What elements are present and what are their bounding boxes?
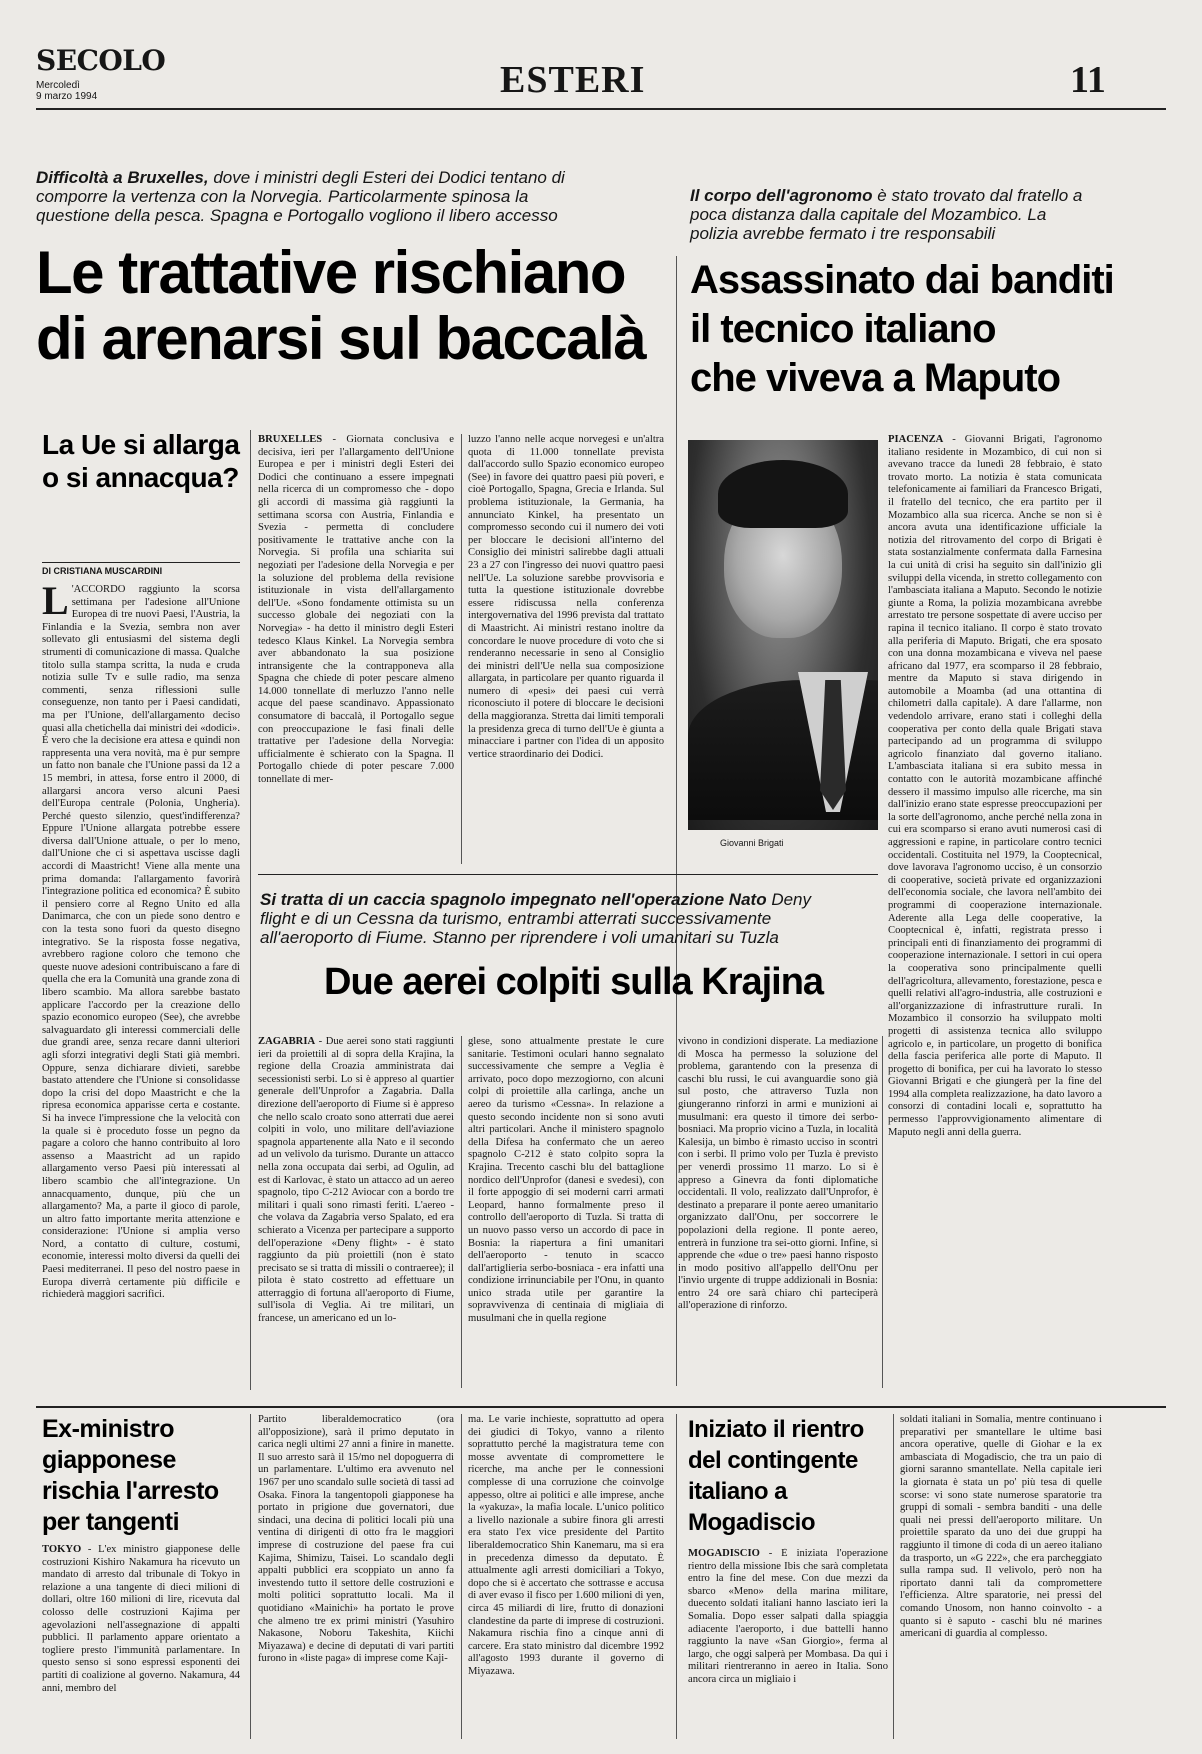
story4-dateline: TOKYO bbox=[42, 1544, 82, 1555]
story1-headline-line1: Le trattative rischiano bbox=[36, 239, 626, 306]
editorial-byline: DI CRISTIANA MUSCARDINI bbox=[42, 566, 163, 576]
story5-body-col2 bbox=[900, 1414, 1102, 1739]
editorial-dropcap: L bbox=[42, 584, 69, 623]
story2-kicker-bold: Il corpo dell'agronomo bbox=[690, 186, 873, 205]
story4-headline: Ex-ministro giapponese rischia l'arresto per tangenti bbox=[42, 1415, 219, 1536]
column-rule bbox=[893, 1414, 894, 1739]
column-rule bbox=[250, 1414, 251, 1739]
column-rule bbox=[461, 1414, 462, 1739]
story2-headline-line1: Assassinato dai banditi bbox=[690, 258, 1114, 302]
story5-text-col2: soldati italiani in Somalia, mentre continuano i preparativi per smantellare le ultime basi ancora operative, quelle di Giohar e la ex ambasciata di Mogadiscio, che tra un paio di giorni saranno smantellate. Nella capitale ieri la giornata è stata un po' più tesa di quelle scorse: vi sono state numerose sparatorie tra gruppi di somali - sembra banditi - una delle quali nei pressi dell'aeroporto militare. Un proiettile sparato da uno dei due gruppi ha raggiunto il timone di coda di un aereo italiano da trasporto, un «G 222», che era parcheggiato sulla rampa sud. Il velivolo, però non ha riportato danni tali da compromettere l'efficienza. Altre sparatorie, nei pressi del comando Unosom, non hanno coinvolto - a quanto si è saputo - caschi blu né marines americani di guardia al complesso. bbox=[900, 1414, 1102, 1640]
masthead-rule bbox=[36, 108, 1166, 110]
story3-text-col2: glese, sono attualmente prestate le cure sanitarie. Testimoni oculari hanno segnalato successivamente che sempre a Veglia è arrivato, poco dopo mezzogiorno, con alcuni colpi di proiettile alla carlinga, anche un aereo da turismo «Cessna». In relazione a questo secondo incidente non si sono avuti altri particolari. Anche il ministero spagnolo della Difesa ha confermato che un aereo spagnolo C-212 è stato colpito sopra la Krajina. Trecento caschi blu del battaglione nordico dell'Unprofor (danesi e svedesi), con il forte appoggio di sei moderni carri armati Leopard, hanno formalmente preso il controllo dell'aeroporto di Tuzla. Si tratta di un nuovo passo verso un accordo di pace in Bosnia: la riapertura a fini umanitari dell'aeroporto - tenuto in scacco dall'artiglieria serbo-bosniaca - era infatti una condizione irrinunciabile per l'Onu, in quanto unico strada utile per garantire la sopravvivenza di centinaia di migliaia di musulmani che in quella regione bbox=[468, 1036, 664, 1325]
story1-dateline: BRUXELLES bbox=[258, 434, 323, 445]
story1-body-col2 bbox=[468, 434, 664, 864]
editorial-text: 'ACCORDO raggiunto la scorsa settimana per l'adesione all'Unione Europea di tre nuovi Paesi, l'Austria, la Finlandia e la Svezia, sembra non aver sollevato gli entusiasmi del sistema degli strumenti di comunicazione di massa. Qualche titolo sulla stampa scritta, la nuda e cruda notizia sulle Tv e sulle radio, ma senza commenti, senza riflessioni sulle conseguenze, non tanto per i Paesi candidati, ma per l'Unione, dell'allargamento deciso quasi alla chetichella dai ministri dei «dodici». È vero che la decisione era attesa e quindi non rappresenta una vera novità, ma è pur sempre un fatto non banale che l'Unione passi da 12 a 15 membri, in attesa, forse entro il 2000, di allargarsi ancora verso alcuni Paesi dell'Europa centrale (Polonia, Ungheria). Perché questo silenzio, quest'indifferenza? Eppure l'Unione allargata potrebbe essere diversa dall'Unione attuale, o per lo meno, dall'Unione che ci si aspettava uscisse dagli accordi di Maastricht! Viene alla mente una prima domanda: l'allargamento favorirà l'integrazione politica ed economica? È subito il pensiero corre al Regno Unito ed alla Danimarca, che con un piede sono dentro e con la testa sono fuori da questo disegno integrativo. Se la risposta fosse negativa, avrebbero ragione coloro che temono che queste nuove adesioni contribuiscano a fare di quella che era la Comunità una grande zona di libero scambio. Ma allora sarebbe bastato applicare l'accordo per la creazione dello spazio economico europeo (See), che avrebbe salvaguardato gli interessi commerciali delle due grandi aree, senza recare danni ulteriori agli sforzi integrativi degli Stati già membri. Oppure, senza dichiarare divieti, sarebbe bastato attendere che l'Unione si consolidasse dopo la crisi del dopo Maastricht e che la ripresa economica apparisse certa e costante. Si ha invece l'impressione che la velocità con la quale si è proceduto fosse un pegno da pagare a coloro che hanno contribuito al loro assenso a Maastricht ad un rapido allargamento verso Paesi più interessati al libero scambio che all'integrazione. Un annacquamento, dunque, più che un allargamento? Ma, a parte il gioco di parole, un altro fatto importante merita attenzione e considerazione: l'Unione si amplia verso Nord, a contatto di culture, costumi, economie, interessi molto diversi da quelli dei Paesi mediterranei. Il peso del nostro paese in Europa diverrà certamente più difficile e richiederà maggiori sacrifici. bbox=[42, 584, 240, 1301]
story3-kicker-bold: Si tratta di un caccia spagnolo impegnato nell'operazione Nato bbox=[260, 890, 767, 909]
story1-headline-line2: di arenarsi sul baccalà bbox=[36, 305, 646, 372]
editorial-body bbox=[42, 584, 240, 1387]
story3-rule bbox=[258, 874, 878, 875]
story4-body-col3 bbox=[468, 1414, 664, 1739]
story4-body-col1 bbox=[42, 1544, 240, 1739]
story5-body-col1 bbox=[688, 1548, 888, 1739]
column-rule bbox=[676, 256, 677, 1386]
story3-body-col3 bbox=[678, 1036, 878, 1388]
column-rule bbox=[461, 1036, 462, 1388]
editorial-rule bbox=[42, 562, 240, 563]
story2-headline-line2: il tecnico italiano bbox=[690, 307, 996, 351]
story5-dateline: MOGADISCIO bbox=[688, 1548, 760, 1559]
editorial-headline: La Ue si allarga o si annacqua? bbox=[42, 429, 240, 493]
photo-hair bbox=[718, 460, 848, 528]
issue-day: Mercoledì bbox=[36, 80, 80, 91]
story5-text-col1: - È iniziata l'operazione rientro della missione Ibis che sarà completata entro la fine del mese. Con due mezzi da sbarco «Meno» della marina militare, duecento soldati italiani hanno lasciato ieri la Somalia. Dopo esser salpati dalla spiaggia adiacente l'aeroporto, i due battelli hanno raggiunto la nave «San Giorgio», ferma al largo, che oggi salperà per Mombasa. Da qui i militari rientreranno in aereo in Italia. Sono ancora circa un migliaio i bbox=[688, 1548, 888, 1685]
column-rule bbox=[461, 434, 462, 864]
story1-kicker bbox=[36, 168, 596, 225]
issue-date bbox=[36, 80, 97, 102]
story4-text-col2: Partito liberaldemocratico (ora all'opposizione), sarà il primo deputato in carica negli ultimi 27 anni a finire in manette. Il suo arresto sarà il 15/mo nel dopoguerra di un parlamentare. L'ultimo era avvenuto nel 1967 per uno scandalo sulle società di tassi ad Osaka. Finora la tangentopoli giapponese ha portato in prigione due governatori, due sindaci, una decina di politici locali più una ventina di dirigenti di otto fra le maggiori imprese di costruzione del paese fra cui Kajima, Shimizu, Taisei. Lo scandalo degli appalti pubblici era scoppiato un anno fa investendo tutto il settore delle costruzioni e molti politici soprattutto locali. Ma il quotidiano «Mainichi» ha portato le prove che almeno tre ex primi ministri (Yasuhiro Nakasone, Noboru Takeshita, Kiichi Miyazawa) e decine di deputati di vari partiti furono in «liste paga» di imprese come Kaji- bbox=[258, 1414, 454, 1665]
story4-text-col1: - L'ex ministro giapponese delle costruzioni Kishiro Nakamura ha ricevuto un mandato di arresto dal tribunale di Tokyo in relazione a una tangente di dieci milioni di dollari, oltre 160 milioni di lire, ricevuta dal colosso delle costruzioni Kajima per agevolazioni nell'assegnazione di appalti pubblici. Il parlamento appare orientato a togliere presto l'immunità parlamentare. In questo senso si sono espressi esponenti dei partiti di coalizione al governo. Nakamura, 44 anni, membro del bbox=[42, 1544, 240, 1694]
story1-kicker-bold: Difficoltà a Bruxelles, bbox=[36, 168, 209, 187]
story3-kicker-text: e di un Cessna da turismo, entrambi atterrati successivamente all'aeroporto di Fiume. Stanno per riprendere i voli umanitari su Tuzla bbox=[260, 909, 779, 947]
story1-body-col1 bbox=[258, 434, 454, 864]
story5-headline: Iniziato il rientro del contingente italiano a Mogadiscio bbox=[688, 1416, 864, 1536]
story1-text-col1: - Giornata conclusiva e decisiva, ieri per l'allargamento dell'Unione Europea e per i ministri degli Esteri dei Dodici che continuano a essere impegnati nella ricerca di un compromesso che - dopo gli accordi di massima già raggiunti la settimana scorsa con Austria, Finlandia e Svezia - permetta di concludere positivamente le trattative anche con la Norvegia. Si profila una schiarita sui negoziati per l'adesione della Norvegia e per la soluzione del problema della revisione istituzionale in vista dell'allargamento dell'Ue. «Sono fondamente ottimista su un successo globale dei negoziati con la Norvegia» - ha detto il ministro degli Esteri tedesco Klaus Kinkel. La Norvegia sembra aver abbandonato la sua posizione intransigente che la contrapponeva alla Spagna che chiede di poter pescare almeno 14.000 tonnellate di merluzzo l'anno nelle acque del paese scandinavo. Appassionato consumatore di baccalà, il Portogallo segue con preoccupazione le fasi finali delle trattative per l'adesione della Norvegia: ufficialmente è schierato con la Spagna. Il Portogallo chiede di poter pescare 7.000 tonnellate di mer- bbox=[258, 434, 454, 786]
story2-headline-line3: che viveva a Maputo bbox=[690, 356, 1061, 400]
bottom-rule bbox=[36, 1406, 1166, 1408]
story3-dateline: ZAGABRIA bbox=[258, 1036, 316, 1047]
story2-dateline: PIACENZA bbox=[888, 434, 944, 445]
newspaper-logo: SECOLO bbox=[36, 44, 166, 77]
story3-text-col1: - Due aerei sono stati raggiunti ieri da proiettili al di sopra della Krajina, la regione della Croazia amministrata dai secessionisti serbi. Lo si è appreso al quartier generale dell'Unprofor a Zagabria. Dalla direzione dell'aeroporto di Fiume si è appreso che nello scalo croato sono atterrati due aerei colpiti in volo, uno militare dell'aviazione spagnola appartenente alla Nato e il secondo ad un velivolo da turismo. Durante un attacco nella zona occupata dai serbi, ad Ogulin, ad est di Karlovac, è stato un attacco ad un aereo spagnolo, tipo C-212 Aviocar con a bordo tre militari i quali sono rimasti feriti. L'aereo - che volava da Zagabria verso Spalato, ed era schierato a Vicenza per partecipare a supporto dell'operazione «Deny flight» - è stato raggiunto da più proiettili (non è stato precisato se si tratta di missili o contraeree); il pilota è stato costretto ad effettuare un atterraggio di fortuna all'aeroporto di Fiume, sull'isola di Veglia. Ai tre militari, un francese, un americano ed un lo- bbox=[258, 1036, 454, 1325]
story3-body-col1 bbox=[258, 1036, 454, 1388]
column-rule bbox=[250, 430, 251, 1390]
story1-kicker-text: dove i ministri degli Esteri dei Dodici tentano di comporre la vertenza con la Norvegia. Particolarmente spinosa la questione della pesca. Spagna e Portogallo vogliono il libero accesso bbox=[36, 168, 565, 225]
page-number: 11 bbox=[1070, 59, 1106, 101]
story2-text: - Giovanni Brigati, l'agronomo italiano residente in Mozambico, di cui non si avevano tracce da lunedì 28 febbraio, è stato trovato morto. La notizia è stata comunicata telefonicamente ai familiari da Francesco Brigati, il fratello del tecnico, che era partito per il Mozambico alla sua ricerca. Anche se non si è ancora avuta una identificazione ufficiale la notizia del ritrovamento del corpo di Brigati è stata sostanzialmente confermata dalla Farnesina la cui unità di crisi ha seguito sin dall'inizio gli sviluppi della vicenda, in stretto collegamento con l'ambasciata italiana a Maputo. Secondo le notizie giunte a Roma, la polizia mozambicana avrebbe arrestato tre persone sospettate di avere ucciso per rapina il tecnico italiano. Il corpo è stato trovato alla periferia di Maputo. Brigati, che era sposato con una donna mozambicana e viveva nel paese africano dal 1977, era scomparso il 28 febbraio, mentre da Maputo si stava dirigendo in automobile a Moamba (ad una ottantina di chilometri dalla capitale). A dare l'allarme, non vedendolo arrivare, erano stati i colleghi della cooperativa per conto della quale Brigati stava partecipando ad un programma di sviluppo agricolo finanziato dal governo italiano. L'ambasciata italiana si era subito messa in contatto con le autorità mozambicane affinché dessero il massimo impulso alle ricerche, ma sin dall'inizio erano state espresse preoccupazioni per la sorte dell'agronomo, anche perché nella zona in cui era scomparso si erano avuti numerosi casi di aggressioni e rapine, in particolare contro tecnici occidentali. Costituita nel 1979, la Cooptecnical, dove lavorava l'agronomo ucciso, è un consorzio di cooperative, società private ed organizzazioni dell'economia sociale, che lavora nell'ambito dei programmi di cooperazione internazionale. Aderente alla Lega delle cooperative, la Cooptecnical è, infatti, registrata presso i principali enti di finanziamento dei programmi di cooperazione internazionale. I settori in cui opera la cooperativa sono principalmente quelli dell'agricoltura, allevamento, forestazione, pesca e quelli relativi all'agro-industria, alle costruzioni e all'organizzazione di infrastrutture rurali. In Mozambico il consorzio ha sviluppato molti progetti di assistenza tecnica allo sviluppo agricolo e, in particolare, un progetto di bonifica della fascia periferica alle porte di Maputo. Il progetto di bonifica, per cui ha lavorato lo stesso Giovanni Brigati e che giungerà per la fine del 1994 alla completa realizzazione, ha dato lavoro a consorzi di contadini locali e, soprattutto ha permesso l'approvvigionamento alimentare di Maputo negli anni della guerra. bbox=[888, 434, 1102, 1138]
photo-caption: Giovanni Brigati bbox=[720, 838, 784, 848]
story4-body-col2 bbox=[258, 1414, 454, 1739]
story4-text-col3: ma. Le varie inchieste, soprattutto ad opera dei giudici di Tokyo, vanno a rilento soprattutto perché la magistratura teme con mosse avventate di compromettere le ricerche, ma anche per le connessioni complesse di una corruzione che coinvolge appesso, oltre ai politici e alle imprese, anche la «yakuza», la mafia locale. L'unico politico a livello nazionale a subire finora gli arresti era stato l'ex vice presidente del Partito liberaldemocratico Shin Kanemaru, ma si era in precedenza dimesso da deputato. È attualmente agli arresti domiciliari a Tokyo, dopo che si è accertato che sottrasse e accusa di aver evaso il fisco per 1.600 milioni di yen, circa 45 miliardi di lire, frutto di donazioni clandestine da parte di imprese di costruzioni. Nakamura rischia fino a cinque anni di carcere. Era stato ministro dal dicembre 1992 all'agosto 1993 durante il governo di Miyazawa. bbox=[468, 1414, 664, 1677]
story2-kicker bbox=[690, 186, 1090, 243]
story2-kicker-text: è stato trovato dal fratello a poca distanza dalla capitale del Mozambico. La polizia avrebbe fermato i tre responsabili bbox=[690, 186, 1083, 243]
story3-kicker-italic: Deny flight bbox=[260, 890, 811, 928]
story3-kicker bbox=[260, 890, 820, 947]
story3-body-col2 bbox=[468, 1036, 664, 1388]
story1-text-col2: luzzo l'anno nelle acque norvegesi e un'altra quota di 11.000 tonnellate prevista dall'accordo sullo Spazio economico europeo (See) in favore dei quattro paesi più poveri, e cioè Portogallo, Spagna, Grecia e Irlanda. Sul problema istituzionale, la Germania, ha annunciato Kinkel, ha presentato un compromesso secondo cui il numero dei voti per bloccare le decisioni all'interno del Consiglio dei ministri salirebbe dagli attuali 23 a 27 con l'ingresso dei nuovi quattro paesi nell'Ue. La soluzione sarebbe provvisoria e tutta la questione istituzionale dovrebbe essere ridiscussa nella conferenza intergovernativa del 1996 prevista dal trattato di Maastricht. Ai ministri restano inoltre da concordare le nuove procedure di voto che si renderanno necessarie in seno al Consiglio dei ministri dell'Ue nella sua composizione allargata, in particolare per quanto riguarda il numero di «pesi» dei paesi cui verrà riconosciuto il potere di bloccare le decisioni della maggioranza. Stretta dai limiti temporali la presidenza greca di turno dell'Ue è giunta a minacciare i partner con l'idea di un apposito vertice straordinario dei Dodici. bbox=[468, 434, 664, 760]
column-rule bbox=[676, 1414, 677, 1739]
story2-headline bbox=[690, 256, 1130, 403]
story3-headline: Due aerei colpiti sulla Krajina bbox=[324, 961, 824, 1003]
story3-text-col3: vivono in condizioni disperate. La mediazione di Mosca ha permesso la soluzione del problema, garantendo con la presenza di caschi blu russi, le cui avanguardie sono già sul posto, che attraverso Tuzla non giungeranno rinforzi in armi e munizioni ai musulmani: era questo il timore dei serbo-bosniaci. Ma proprio vicino a Tuzla, in località Kalesija, un bimbo è rimasto ucciso in scontri con i serbi. Il primo volo per Tuzla è previsto per venerdì prossimo 11 marzo. Lo si è appreso a Ginevra da fonti diplomatiche occidentali. Il volo, realizzato dall'Unprofor, è destinato a preparare il ponte aereo umanitario organizzato dall'Onu, per soccorrere le popolazioni della regione. Il ponte aereo, entrerà in funzione tra sei-otto giorni. Infine, si apprende che «due o tre» paesi hanno risposto in modo positivo all'appello dell'Onu per l'invio urgente di truppe addizionali in Bosnia: entro 24 ore sarà chiaro chi parteciperà all'operazione di rinforzo. bbox=[678, 1036, 878, 1312]
column-rule bbox=[882, 1036, 883, 1388]
story2-body bbox=[888, 434, 1102, 1394]
issue-date-text: 9 marzo 1994 bbox=[36, 91, 98, 102]
section-title: ESTERI bbox=[500, 59, 646, 101]
portrait-photo bbox=[688, 440, 878, 830]
story1-headline bbox=[36, 240, 676, 372]
